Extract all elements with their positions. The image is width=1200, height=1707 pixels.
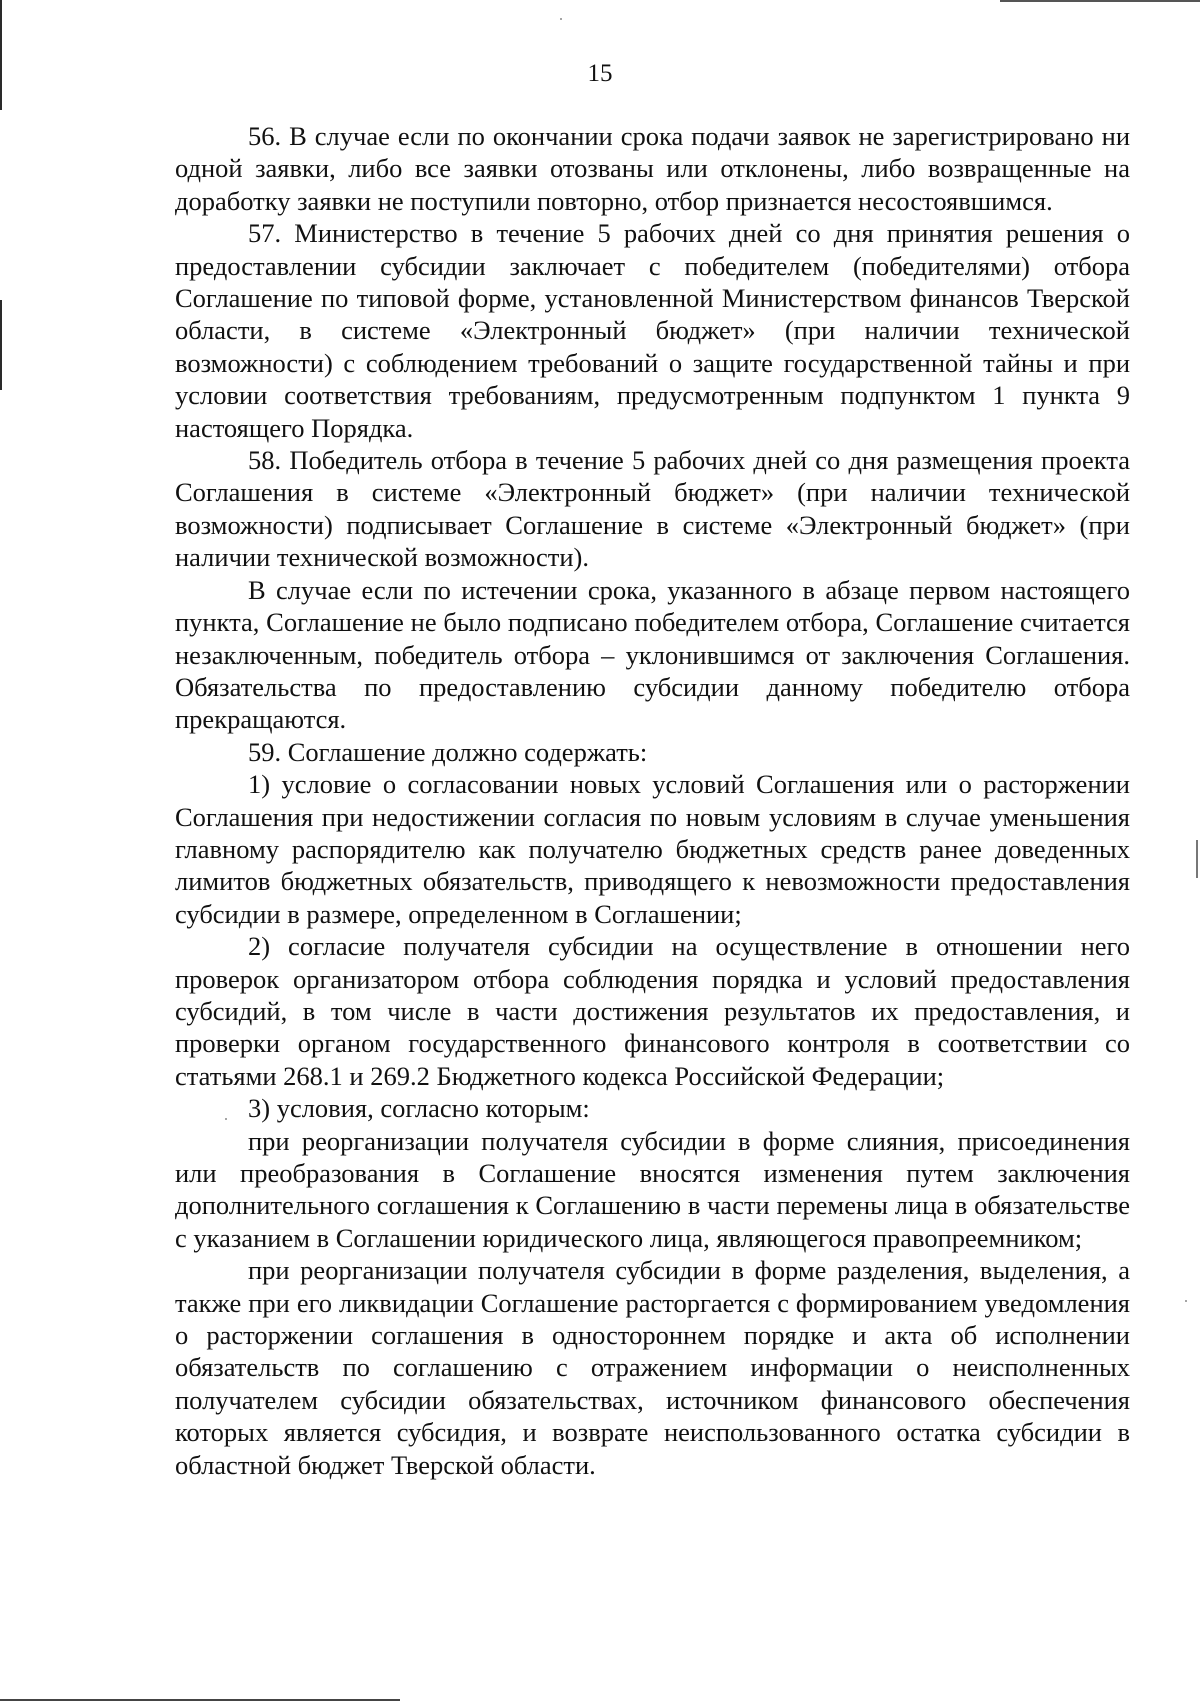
- paragraph-reorganization-merge: при реорганизации получателя субсидии в форме слияния, присоединения или преобразования в Соглашение вносятся изменения путем заключения дополнительного соглашения к Соглашению в части перемены лица в обязательстве с указанием в Соглашении юридического лица, являющегося правопреемником;: [175, 1125, 1130, 1253]
- scan-edge-line: [1000, 0, 1200, 2]
- scan-edge-line: [0, 1699, 400, 1701]
- paragraph-57: 57. Министерство в течение 5 рабочих дней со дня принятия решения о предоставлении субсидии заключает с победителем (победителями) отбора Соглашение по типовой форме, установленной Министерством финансов Тверской области, в системе «Электронный бюджет» (при наличии технической возможности) с соблюдением требований о защите государственной тайны и при условии соответствия требованиям, предусмотренным подпунктом 1 пункта 9 настоящего Порядка.: [175, 218, 1130, 443]
- scan-speck: [1185, 1300, 1187, 1302]
- paragraph-reorganization-split: при реорганизации получателя субсидии в форме разделения, выделения, а также при его ликвидации Соглашение расторгается с формированием уведомления о расторжении соглашения в одностороннем порядке и акта об исполнении обязательств по соглашению с отражением информации о неисполненных получателем субсидии обязательствах, источником финансового обеспечения которых является субсидия, и возврате неиспользованного остатка субсидии в областной бюджет Тверской области.: [175, 1255, 1130, 1480]
- paragraph-59-item-2: 2) согласие получателя субсидии на осуществление в отношении него проверок организатором отбора соблюдения порядка и условий предоставления субсидий, в том числе в части достижения результатов их предоставления, и проверки органом государственного финансового контроля в соответствии со статьями 268.1 и 269.2 Бюджетного кодекса Российской Федерации;: [175, 931, 1130, 1091]
- paragraph-59-item-3: 3) условия, согласно которым:: [248, 1093, 590, 1124]
- scan-edge-line: [1196, 840, 1198, 878]
- paragraph-58: 58. Победитель отбора в течение 5 рабочих дней со дня размещения проекта Соглашения в системе «Электронный бюджет» (при наличии технической возможности) подписывает Соглашение в системе «Электронный бюджет» (при наличии технической возможности).: [175, 445, 1130, 573]
- document-body: [175, 120, 1130, 1481]
- paragraph-59: 59. Соглашение должно содержать:: [248, 736, 648, 767]
- scan-speck: [560, 18, 562, 20]
- paragraph-56: 56. В случае если по окончании срока подачи заявок не зарегистрировано ни одной заявки, либо все заявки отозваны или отклонены, либо возвращенные на доработку заявки не поступили повторно, отбор признается несостоявшимся.: [175, 121, 1130, 216]
- paragraph-59-item-1: 1) условие о согласовании новых условий Соглашения или о расторжении Соглашения при недостижении согласия по новым условиям в случае уменьшения главному распорядителю как получателю бюджетных средств ранее доведенных лимитов бюджетных обязательств, приводящего к невозможности предоставления субсидии в размере, определенном в Соглашении;: [175, 769, 1130, 929]
- page-number: 15: [587, 60, 613, 87]
- paragraph-58-second: В случае если по истечении срока, указанного в абзаце первом настоящего пункта, Соглашение не было подписано победителем отбора, Соглашение считается незаключенным, победитель отбора – уклонившимся от заключения Соглашения. Обязательства по предоставлению субсидии данному победителю отбора прекращаются.: [175, 574, 1130, 735]
- scan-edge-line: [0, 0, 2, 110]
- scan-edge-line: [0, 300, 2, 390]
